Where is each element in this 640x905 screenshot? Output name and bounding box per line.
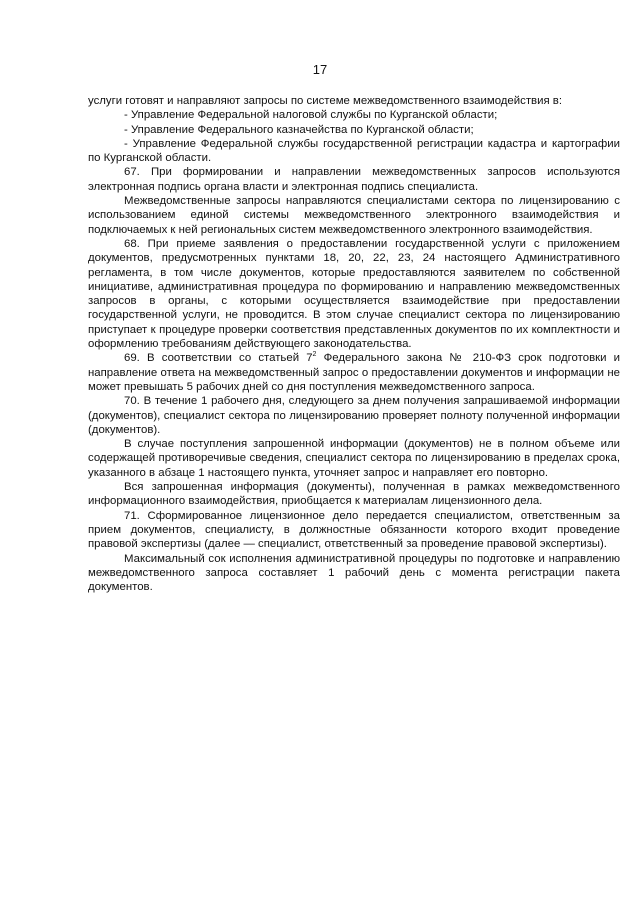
list-item-tax-service: - Управление Федеральной налоговой службы по Курганской области; [124, 109, 498, 122]
paragraph-services-intro: услуги готовят и направляют запросы по системе межведомственного взаимодействия в: [88, 95, 563, 107]
article-superscript: 2 [312, 351, 317, 359]
document-body [88, 94, 620, 594]
paragraph-71: 71. Сформированное лицензионное дело передается специалистом, ответственным за прием документов, специалисту, в должностные обязанности которого входит проведение правовой экспертизы (далее — специалист, ответственный за проведение правовой экспертизы). [88, 509, 620, 551]
paragraph-max-term: Максимальный сок исполнения административной процедуры по подготовке и направлению межведомственного запроса составляет 1 рабочий день с момента регистрации пакета документов. [88, 552, 620, 594]
paragraph-interagency-requests: Межведомственные запросы направляются специалистами сектора по лицензированию с использованием единой системы межведомственного электронного взаимодействия и подключаемых к ней региональных систем межведомственного электронного взаимодействия. [88, 195, 620, 236]
list-item-cadastre: - Управление Федеральной службы государственной регистрации кадастра и картографии по Курганской области. [88, 137, 620, 165]
paragraph-69-end: Федерального закона № 210-ФЗ срок подготовки и направление ответа на межведомственный запрос о предоставлении документов и информации не может превышать 5 рабочих дней со дня поступления межведомственного запроса. [88, 352, 620, 393]
paragraph-67: 67. При формировании и направлении межведомственных запросов используются электронная подпись органа власти и электронная подпись специалиста. [88, 166, 620, 193]
list-item-treasury: - Управление Федерального казначейства по Курганской области; [124, 123, 474, 136]
paragraph-69-start: 69. В соответствии со статьей 7 [124, 352, 313, 365]
page-number: 17 [312, 62, 328, 77]
paragraph-all-info: Вся запрошенная информация (документы), полученная в рамках межведомственного информационного взаимодействия, приобщается к материалам лицензионного дела. [88, 481, 620, 508]
paragraph-69 [88, 351, 620, 394]
paragraph-70: 70. В течение 1 рабочего дня, следующего за днем получения запрашиваемой информации (документов), специалист сектора по лицензированию проверяет полноту полученной информации (документов). [88, 395, 620, 436]
paragraph-incomplete-info: В случае поступления запрошенной информации (документов) не в полном объеме или содержащей противоречивые сведения, специалист сектора по лицензированию в пределах срока, указанного в абзаце 1 настоящего пункта, уточняет запрос и направляет его повторно. [88, 438, 620, 479]
paragraph-68: 68. При приеме заявления о предоставлении государственной услуги с приложением документов, предусмотренных пунктами 18, 20, 22, 23, 24 настоящего Административного регламента, в том числе документов, которые предоставляются заявителем по собственной инициативе, административная процедура по формированию и направлению межведомственных запросов в органы, с которыми осуществляется взаимодействие при предоставлении государственной услуги, не проводится. В этом случае специалист сектора по лицензированию приступает к процедуре проверки соответствия представленных документов по их комплектности и оформлению требованиям действующего законодательства. [88, 237, 620, 351]
